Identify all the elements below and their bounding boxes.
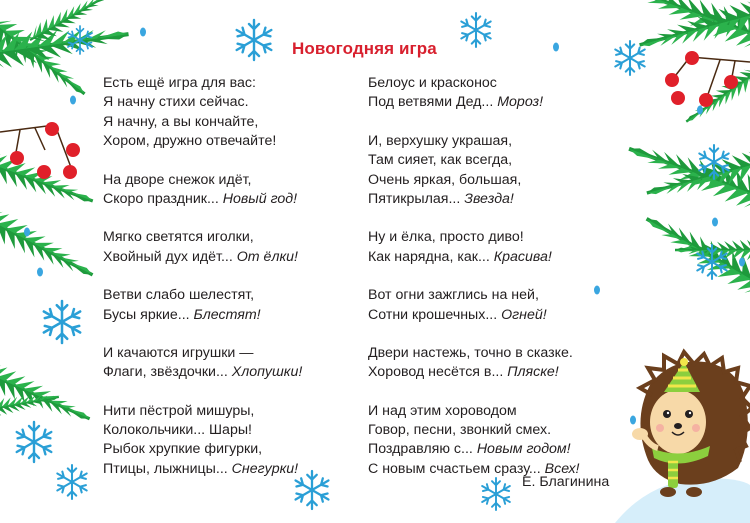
poem-answer: От ёлки! — [236, 248, 298, 265]
hedgehog-illustration — [632, 352, 750, 497]
poem-answer: Огней! — [501, 306, 547, 323]
poem-line — [368, 190, 580, 209]
poem-line-text: И качаются игрушки — — [103, 344, 254, 361]
poem-stanza — [103, 286, 302, 325]
poem-stanza — [103, 228, 302, 267]
snowflake-icon — [44, 301, 80, 343]
poem-line — [368, 286, 580, 305]
poem-answer: Новый год! — [222, 190, 298, 207]
poem-line-text: Колокольчики... Шары! — [103, 422, 252, 439]
poem-line-text: Сотни крошечных... — [368, 306, 498, 323]
poem-answer: Хлопушки! — [231, 364, 303, 381]
rowan-berries-right — [665, 51, 750, 107]
poem-line-text: Говор, песни, звонкий смех. — [368, 422, 552, 439]
poem-answer: Всех! — [544, 460, 580, 477]
snowflake-icon — [17, 422, 52, 462]
poem-line — [103, 460, 302, 479]
snowflake-icon — [461, 13, 490, 47]
poem-line-text: Птицы, лыжницы... — [103, 460, 228, 477]
poem-line-text: Бусы яркие... — [103, 306, 190, 323]
snowflake-icon — [57, 465, 86, 499]
poem-line — [103, 402, 302, 421]
poem-line-text: Очень яркая, большая, — [368, 171, 522, 188]
poem-line-text: Хоровод несётся в... — [368, 364, 504, 381]
poem-line-text: Я начну стихи сейчас. — [103, 94, 249, 111]
poem-line-text: Под ветвями Дед... — [368, 94, 494, 111]
poem-stanza — [103, 74, 302, 152]
poem-line-text: Там сияет, как всегда, — [368, 152, 513, 169]
poem-answer: Мороз! — [497, 94, 544, 111]
poem-line — [368, 440, 580, 459]
poem-line — [368, 151, 580, 170]
poem-line-text: С новым счастьем сразу... — [368, 460, 541, 477]
poem-line — [103, 74, 302, 93]
poem-stanza — [368, 344, 580, 383]
poem-line — [368, 74, 580, 93]
snow-ground — [615, 478, 750, 523]
page-title: Новогодняя игра — [292, 39, 437, 58]
poem-answer: Снегурки! — [231, 460, 299, 477]
poem-line-text: Скоро праздник... — [103, 190, 219, 207]
poem-line — [103, 421, 302, 440]
poem-right-column — [368, 74, 580, 498]
poem-answer: Блестят! — [193, 306, 261, 323]
poem-line — [368, 93, 580, 112]
poem-line — [368, 421, 580, 440]
poem-line — [368, 171, 580, 190]
poem-line — [368, 228, 580, 247]
snowflake-icon — [237, 20, 272, 60]
poem-line — [368, 402, 580, 421]
poem-answer: Звезда! — [464, 190, 514, 207]
poem-line — [103, 113, 302, 132]
poem-stanza — [103, 171, 302, 210]
poem-line-text: На дворе снежок идёт, — [103, 171, 252, 188]
poem-line-text: Рыбок хрупкие фигурки, — [103, 441, 263, 458]
poem-line-text: Хором, дружно отвечайте! — [103, 133, 277, 150]
poem-line-text: Двери настежь, точно в сказке. — [368, 344, 573, 361]
fir-branch-lower-right — [639, 205, 750, 304]
poem-line — [368, 344, 580, 363]
poem-stanza — [368, 132, 580, 210]
poem-line-text: И, верхушку украшая, — [368, 132, 513, 149]
poem-line-text: Есть ещё игра для вас: — [103, 75, 256, 91]
poem-line — [368, 248, 580, 267]
poem-line-text: Ну и ёлка, просто диво! — [368, 229, 524, 246]
poem-line-text: Хвойный дух идёт... — [103, 248, 233, 265]
poem-stanza — [103, 344, 302, 383]
poem-line — [103, 171, 302, 190]
poem-line-text: Я начну, а вы кончайте, — [103, 113, 259, 130]
poem-line-text: Флаги, звёздочки... — [103, 364, 228, 381]
poem-line-text: Мягко светятся иголки, — [103, 229, 254, 246]
poem-line-text: Вот огни зажглись на ней, — [368, 287, 539, 304]
poem-line — [103, 286, 302, 305]
fir-branch-mid-right — [623, 133, 750, 216]
poem-line — [103, 190, 302, 209]
poem-line — [103, 363, 302, 382]
poem-answer: Красива! — [493, 248, 552, 265]
poem-line-text: И над этим хороводом — [368, 402, 517, 419]
poem-line-text: Ветви слабо шелестят, — [103, 287, 255, 304]
poem-line — [368, 132, 580, 151]
poem-line — [103, 440, 302, 459]
poem-line — [103, 132, 302, 151]
fir-branch-bottom-left — [0, 358, 95, 432]
author-signature: Е. Благинина — [522, 474, 610, 490]
poem-stanza — [368, 286, 580, 325]
poem-stanza — [368, 74, 580, 113]
poem-stanza — [368, 402, 580, 480]
poem-line-text: Как нарядна, как... — [368, 248, 490, 265]
poem-line — [103, 228, 302, 247]
poem-line — [103, 248, 302, 267]
poem-line-text: Пятикрылая... — [368, 190, 461, 207]
poem-left-column — [103, 74, 302, 498]
poem-line — [368, 363, 580, 382]
poem-line-text: Нити пёстрой мишуры, — [103, 402, 255, 419]
poem-line — [103, 93, 302, 112]
poem-stanza — [103, 402, 302, 480]
poem-line — [103, 306, 302, 325]
poem-line — [103, 344, 302, 363]
poem-line-text: Белоус и красконос — [368, 75, 497, 91]
poem-answer: Новым годом! — [476, 441, 571, 458]
poem-line-text: Поздравляю с... — [368, 441, 473, 458]
poem-line — [368, 306, 580, 325]
poem-answer: Пляске! — [507, 364, 559, 381]
poem-stanza — [368, 228, 580, 267]
